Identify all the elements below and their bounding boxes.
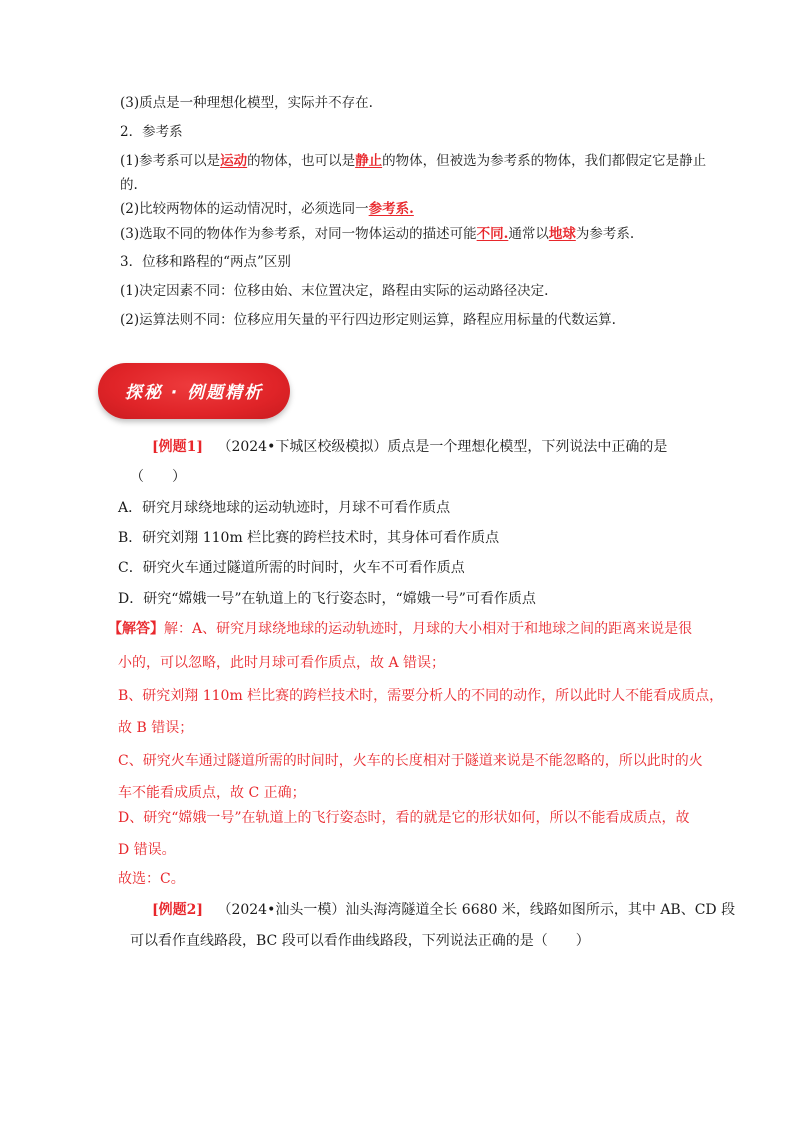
note-line: (3)选取不同的物体作为参考系，对同一物体运动的描述可能不同.通常以地球为参考系.: [120, 226, 635, 242]
option-a: A．研究月球绕地球的运动轨迹时，月球不可看作质点: [118, 500, 451, 516]
answer-tag: 【解答】: [108, 621, 164, 637]
option-d: D．研究“嫦娥一号”在轨道上的飞行姿态时，“嫦娥一号”可看作质点: [118, 591, 536, 607]
keyword: 不同.: [476, 226, 509, 242]
section-heading: 3．位移和路程的“两点”区别: [120, 254, 291, 270]
answer-line: C、研究火车通过隧道所需的时间时，火车的长度相对于隧道来说是不能忽略的，所以此时的火: [118, 753, 703, 769]
keyword: 运动: [220, 153, 248, 169]
answer-line: 小的，可以忽略，此时月球可看作质点，故 A 错误；: [118, 655, 446, 671]
answer-line: B、研究刘翔 110m 栏比赛的跨栏技术时，需要分析人的不同的动作，所以此时人不能看成质点，: [118, 688, 724, 704]
answer-parens: （ ）: [130, 469, 186, 485]
example-2-stem: [例题2] （2024•汕头一模）汕头海湾隧道全长 6680 米，线路如图所示，其中 AB、CD 段: [152, 902, 736, 918]
answer-line: D、研究“嫦娥一号”在轨道上的飞行姿态时，看的就是它的形状如何，所以不能看成质点，故: [118, 810, 690, 826]
answer-line: 车不能看成质点，故 C 正确；: [118, 785, 306, 801]
example-label: [例题1]: [152, 439, 203, 455]
section-heading: 2．参考系: [120, 124, 183, 140]
note-line: (2)运算法则不同：位移应用矢量的平行四边形定则运算，路程应用标量的代数运算.: [120, 312, 616, 328]
example-1-stem: [例题1] （2024•下城区校级模拟）质点是一个理想化模型，下列说法中正确的是: [152, 439, 668, 455]
answer-choice: 故选：C。: [118, 871, 185, 887]
keyword: 参考系.: [368, 201, 414, 217]
note-line: (1)决定因素不同：位移由始、末位置决定，路程由实际的运动路径决定.: [120, 283, 549, 299]
option-c: C．研究火车通过隧道所需的时间时，火车不可看作质点: [118, 560, 465, 576]
note-line: (2)比较两物体的运动情况时，必须选同一参考系.: [120, 201, 414, 217]
note-line: 的.: [120, 177, 138, 193]
option-b: B．研究刘翔 110m 栏比赛的跨栏技术时，其身体可看作质点: [118, 530, 500, 546]
answer-line: 【解答】解：A、研究月球绕地球的运动轨迹时，月球的大小相对于和地球之间的距离来说是很: [108, 621, 693, 637]
section-banner: [98, 363, 290, 419]
keyword: 地球: [548, 226, 576, 242]
answer-line: D 错误。: [118, 842, 176, 858]
note-line: (3)质点是一种理想化模型，实际并不存在.: [120, 95, 373, 111]
banner-label: 探秘 · 例题精析: [124, 383, 264, 403]
keyword: 静止: [355, 153, 383, 169]
note-line: (1)参考系可以是运动的物体，也可以是静止的物体，但被选为参考系的物体，我们都假定它是静止: [120, 153, 707, 169]
example-label: [例题2]: [152, 902, 203, 918]
example-2-stem-cont: 可以看作直线路段，BC 段可以看作曲线路段，下列说法正确的是（ ）: [130, 933, 590, 949]
answer-line: 故 B 错误；: [118, 720, 194, 736]
